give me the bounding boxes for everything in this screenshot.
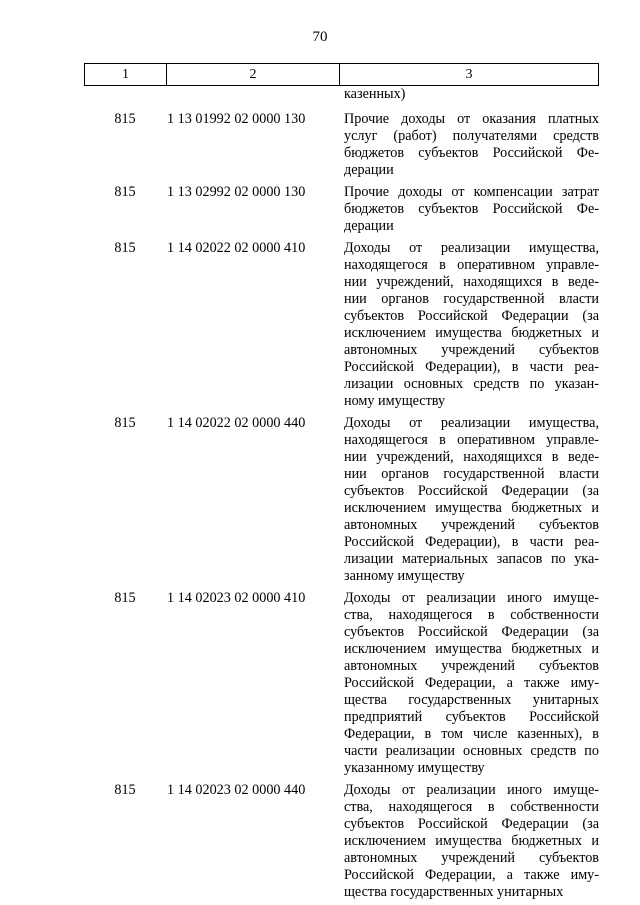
description-line: находящегося в оперативном управле- bbox=[344, 432, 599, 448]
table-row bbox=[84, 184, 598, 235]
description-line: Прочие доходы от компенсации затрат bbox=[344, 184, 599, 200]
table-row bbox=[84, 415, 598, 585]
code-cell: 815 bbox=[114, 111, 136, 127]
kbk-cell: 1 13 02992 02 0000 130 bbox=[167, 184, 306, 200]
description-line: казенных) bbox=[344, 86, 406, 102]
description-line: Доходы от реализации имущества, bbox=[344, 240, 599, 256]
kbk-cell bbox=[166, 86, 340, 103]
description-line: субъектов Российской Федерации (за bbox=[344, 816, 599, 832]
table-row bbox=[84, 240, 598, 410]
description-line: автономных учреждений субъектов bbox=[344, 342, 599, 358]
table-row bbox=[84, 111, 598, 179]
description-cell bbox=[340, 111, 599, 179]
description-line: Российской Федерации, а также иму- bbox=[344, 675, 599, 691]
description-line: лизации основных средств по указан- bbox=[344, 376, 599, 392]
page-number: 70 bbox=[312, 29, 328, 45]
description-line: дерации bbox=[344, 162, 394, 178]
description-cell bbox=[340, 590, 599, 777]
description-line: Российской Федерации), в части реа- bbox=[344, 359, 599, 375]
kbk-cell: 1 14 02023 02 0000 410 bbox=[167, 590, 306, 606]
description-line: исключением имущества бюджетных и bbox=[344, 641, 599, 657]
table-row bbox=[84, 782, 598, 901]
description-line: услуг (работ) получателями средств bbox=[344, 128, 599, 144]
header-col-3: 3 bbox=[340, 64, 599, 86]
description-line: Федерации, в том числе казенных), в bbox=[344, 726, 599, 742]
description-cell bbox=[340, 415, 599, 585]
description-line: нии органов государственной власти bbox=[344, 291, 599, 307]
table-body bbox=[84, 86, 598, 901]
code-cell: 815 bbox=[114, 240, 136, 256]
description-line: автономных учреждений субъектов bbox=[344, 658, 599, 674]
description-line: субъектов Российской Федерации (за bbox=[344, 308, 599, 324]
description-line: нии органов государственной власти bbox=[344, 466, 599, 482]
description-line: Доходы от реализации иного имуще- bbox=[344, 782, 599, 798]
kbk-cell: 1 14 02023 02 0000 440 bbox=[167, 782, 306, 798]
description-cell bbox=[340, 86, 599, 103]
description-line: Прочие доходы от оказания платных bbox=[344, 111, 599, 127]
kbk-cell: 1 14 02022 02 0000 410 bbox=[167, 240, 306, 256]
description-line: бюджетов субъектов Российской Фе- bbox=[344, 145, 599, 161]
description-line: указанному имуществу bbox=[344, 760, 485, 776]
table-header bbox=[84, 63, 599, 86]
description-cell bbox=[340, 240, 599, 410]
kbk-cell: 1 14 02022 02 0000 440 bbox=[167, 415, 306, 431]
description-line: занному имуществу bbox=[344, 568, 465, 584]
kbk-cell: 1 13 01992 02 0000 130 bbox=[167, 111, 306, 127]
code-cell: 815 bbox=[114, 782, 136, 798]
description-line: Доходы от реализации имущества, bbox=[344, 415, 599, 431]
description-line: ства, находящегося в собственности bbox=[344, 799, 599, 815]
description-line: ному имуществу bbox=[344, 393, 446, 409]
description-line: нии учреждений, находящихся в веде- bbox=[344, 449, 599, 465]
description-cell bbox=[340, 184, 599, 235]
description-line: исключением имущества бюджетных и bbox=[344, 500, 599, 516]
code-cell bbox=[84, 86, 166, 103]
description-line: исключением имущества бюджетных и bbox=[344, 325, 599, 341]
description-line: автономных учреждений субъектов bbox=[344, 517, 599, 533]
code-cell: 815 bbox=[114, 184, 136, 200]
description-line: части реализации основных средств по bbox=[344, 743, 599, 759]
description-line: исключением имущества бюджетных и bbox=[344, 833, 599, 849]
description-line: щества государственных унитарных bbox=[344, 884, 564, 900]
code-cell: 815 bbox=[114, 590, 136, 606]
description-line: субъектов Российской Федерации (за bbox=[344, 624, 599, 640]
description-line: лизации материальных запасов по ука- bbox=[344, 551, 599, 567]
table-row bbox=[84, 590, 598, 777]
description-line: Доходы от реализации иного имуще- bbox=[344, 590, 599, 606]
description-line: субъектов Российской Федерации (за bbox=[344, 483, 599, 499]
description-line: бюджетов субъектов Российской Фе- bbox=[344, 201, 599, 217]
description-line: ства, находящегося в собственности bbox=[344, 607, 599, 623]
description-cell bbox=[340, 782, 599, 901]
header-col-1: 1 bbox=[85, 64, 167, 86]
continuation-row bbox=[84, 86, 598, 103]
header-col-2: 2 bbox=[167, 64, 340, 86]
description-line: Российской Федерации), в части реа- bbox=[344, 534, 599, 550]
code-cell: 815 bbox=[114, 415, 136, 431]
description-line: предприятий субъектов Российской bbox=[344, 709, 599, 725]
description-line: автономных учреждений субъектов bbox=[344, 850, 599, 866]
description-line: дерации bbox=[344, 218, 394, 234]
description-line: находящегося в оперативном управле- bbox=[344, 257, 599, 273]
description-line: нии учреждений, находящихся в веде- bbox=[344, 274, 599, 290]
description-line: щества государственных унитарных bbox=[344, 692, 599, 708]
description-line: Российской Федерации, а также иму- bbox=[344, 867, 599, 883]
